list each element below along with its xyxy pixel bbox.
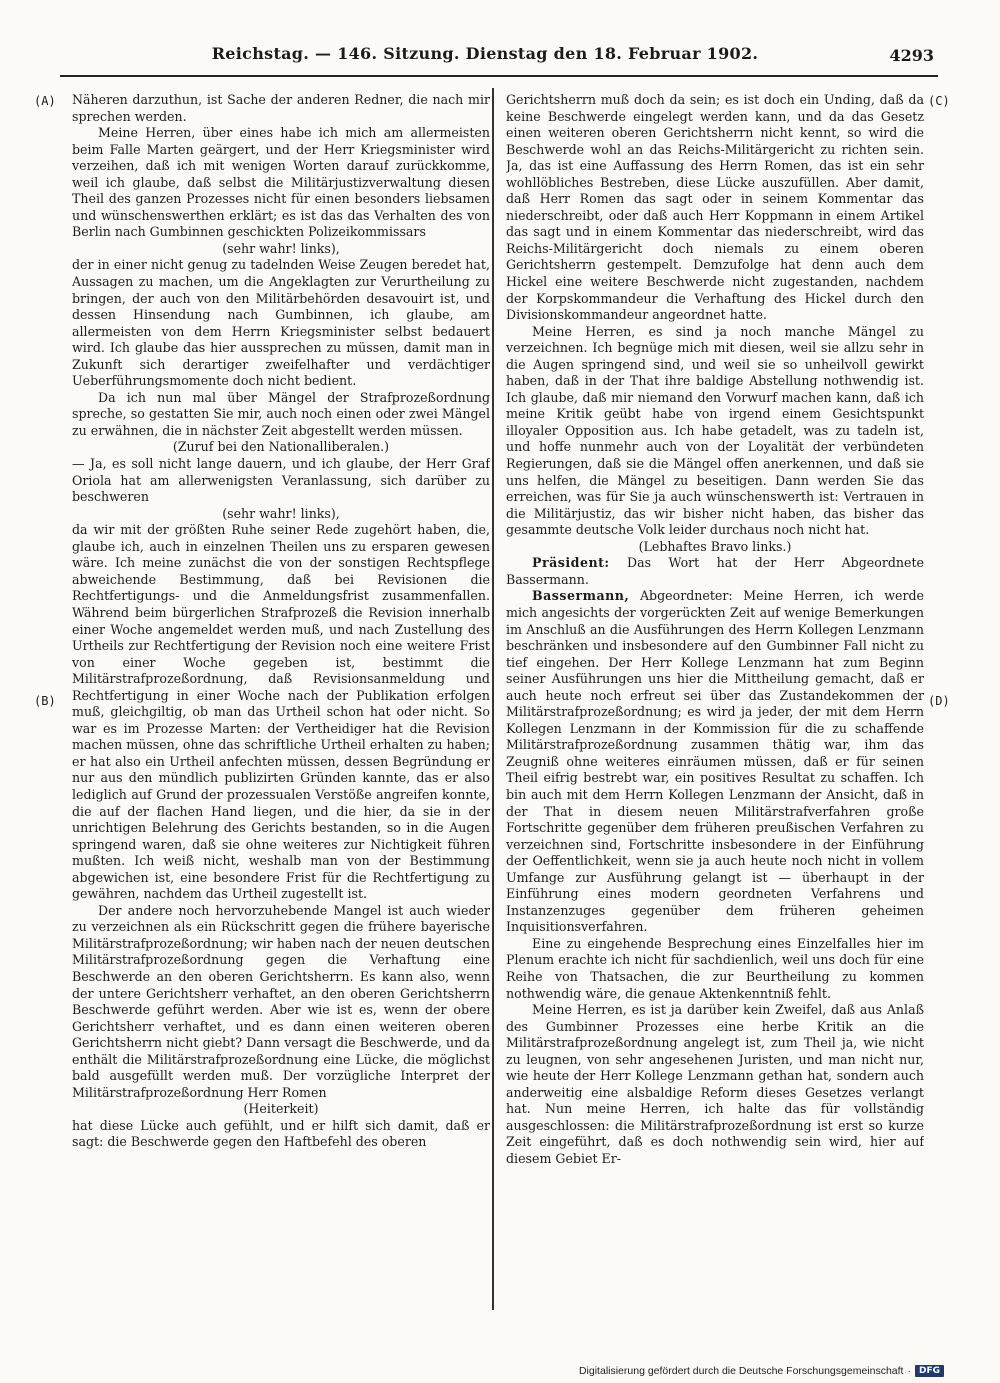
paragraph-continuation: der in einer nicht genug zu tadelnden Weise Zeugen beredet hat, Aussagen zu machen, um die Angeklagten zur Verurtheilung zu bringen, der auch von den Militärbehörden desavouirt ist, und dessen Hinsendung nach Gumbinnen, ich glaube, am allermeisten von dem Herrn Kriegsminister selbst bedauert wird. Ich glaube das hier aussprechen zu müssen, damit man in Zukunft sich derartiger zweifelhafter und verdächtiger Ueberführungsmomente doch nicht bedient. <box>72 257 490 389</box>
right-column <box>506 92 924 1307</box>
speech-text: Das Wort hat der Herr Abgeordnete Bassermann. <box>506 555 924 587</box>
paragraph-continuation: Näheren darzuthun, ist Sache der anderen Redner, die nach mir sprechen werden. <box>72 92 490 124</box>
header-rule <box>60 75 938 77</box>
footer <box>579 1365 944 1377</box>
speaker-name: Präsident: <box>532 555 610 571</box>
column-divider <box>492 88 494 1310</box>
margin-letter-a: (A) <box>34 94 56 108</box>
running-title: Reichstag. — 146. Sitzung. Dienstag den 18. Februar 1902. <box>211 44 759 63</box>
interjection: (Lebhaftes Bravo links.) <box>638 538 792 554</box>
speaker-paragraph <box>506 555 924 588</box>
left-column <box>72 92 490 1307</box>
interjection: (sehr wahr! links), <box>222 240 340 256</box>
dfg-logo-icon: DFG <box>915 1365 944 1377</box>
interjection: (sehr wahr! links), <box>222 505 340 521</box>
footer-separator: · <box>907 1365 911 1377</box>
margin-letter-d: (D) <box>928 694 950 708</box>
margin-letter-c: (C) <box>928 94 950 108</box>
interjection: (Zuruf bei den Nationalliberalen.) <box>172 439 390 455</box>
margin-letter-b: (B) <box>34 694 56 708</box>
speech-text: Abgeordneter: Meine Herren, ich werde mich angesichts der vorgerückten Zeit auf wenige Bemerkungen im Anschluß an die Ausführungen des Herrn Kollegen Lenzmann beschränken und insbesondere auf den Gumbinner Fall nicht zu tief eingehen. Der Herr Kollege Lenzmann hat zum Beginn seiner Ausführungen uns hier die Mittheilung gemacht, daß er auch heute noch erfreut sei über das Zustandekommen der Militärstrafprozeßordnung; es wird ja jeder, der mit dem Herrn Kollegen Lenzmann in der Kommission für die zu schaffende Militärstrafprozeßordnung zusammen thätig war, ihm das Zeugniß ohne weiteres einräumen müssen, daß er für seinen Theil eifrig bestrebt war, ein positives Resultat zu schaffen. Ich bin auch mit dem Herrn Kollegen Lenzmann der Ansicht, daß in der That in diesem neuen Militärstrafverfahren große Fortschritte gegenüber dem früheren preußischen Verfahren zu verzeichnen sind, Fortschritte insbesondere in der Einführung der Oeffentlichkeit, wenn sie ja auch heute noch nicht in vollem Umfange zur Ausführung gelangt ist — überhaupt in der Einführung eines modern geordneten Verfahrens und Instanzenzuges gegenüber dem früheren geheimen Inquisitionsverfahren. <box>506 588 924 935</box>
interjection: (Heiterkeit) <box>243 1101 319 1117</box>
paragraph-continuation: — Ja, es soll nicht lange dauern, und ich glaube, der Herr Graf Oriola hat am allerwenigsten Veranlassung, sich darüber zu beschweren <box>72 456 490 505</box>
paragraph-continuation: hat diese Lücke auch gefühlt, und er hilft sich damit, daß er sagt: die Beschwerde gegen den Haftbefehl des oberen <box>72 1117 490 1150</box>
paragraph: Meine Herren, es sind ja noch manche Mängel zu verzeichnen. Ich begnüge mich mit diesen, weil sie allzu sehr in die Augen springend sind, und weil sie so unheilvoll gewirkt haben, daß in der That ihre baldige Abstellung nothwendig ist. Ich glaube, daß mir niemand den Vorwurf machen kann, daß ich meine Kritik geübt habe von irgend einem Gesichtspunkt illoyaler Opposition aus. Ich habe getadelt, was zu tadeln ist, und hoffe nunmehr auch von der Loyalität der verbündeten Regierungen, daß sie die Mängel offen anerkennen, und daß sie uns helfen, die Mängel zu beseitigen. Dann werden Sie das erreichen, was für Sie ja auch wünschenswerth ist: Vertrauen in die Militärjustiz, das wir bisher nicht haben, das bisher das gesammte deutsche Volk leider durchaus noch nicht hat. <box>506 323 924 538</box>
footer-credit: Digitalisierung gefördert durch die Deutsche Forschungsgemeinschaft <box>578 1365 904 1377</box>
paragraph-continuation: da wir mit der größten Ruhe seiner Rede zugehört haben, die, glaube ich, auch in einzelnen Theilen uns zu ersparen gewesen wäre. Ich meine zunächst die von der sonstigen Rechtspflege abweichende Bestimmung, daß bei Revisionen die Rechtfertigungs- und die Anmeldungsfrist zusammenfallen. Während beim bürgerlichen Strafprozeß die Revision innerhalb einer Woche angemeldet werden muß, und nach Zustellung des Urtheils zur Rechtfertigung der Revision noch eine weitere Frist von einer Woche gegeben ist, bestimmt die Militärstrafprozeßordnung, daß Revisionsanmeldung und Rechtfertigung in einer Woche nach der Publikation erfolgen muß, gleichgiltig, ob man das Urtheil schon hat oder nicht. So war es im Prozesse Marten: der Vertheidiger hat die Revision machen müssen, ohne das schriftliche Urtheil erhalten zu haben; er hat also ein Urtheil anfechten müssen, dessen Begründung er nur aus den mündlich publizirten Gründen kannte, das er also lediglich auf Grund der prozessualen Verstöße angreifen konnte, die auf der flachen Hand liegen, und die hier, da sie in der unrichtigen Belehrung des Gerichts bestanden, so in die Augen springend waren, daß sie ohne weiteres zur Nichtigkeit führen mußten. Ich weiß nicht, weshalb man von der Bestimmung abgewichen ist, eine besondere Frist für die Rechtfertigung zu gewähren, nachdem das Urtheil zugestellt ist. <box>72 522 490 902</box>
paragraph: Eine zu eingehende Besprechung eines Einzelfalles hier im Plenum erachte ich nicht für sachdienlich, weil uns doch für eine Reihe von Thatsachen, die zur Beurtheilung zu kommen nothwendig wäre, die genaue Aktenkenntniß fehlt. <box>506 935 924 1001</box>
paragraph: Meine Herren, es ist ja darüber kein Zweifel, daß aus Anlaß des Gumbinner Prozesses eine herbe Kritik an die Militärstrafprozeßordnung angelegt ist, zum Theil ja, wie nicht zu leugnen, von sehr angesehenen Juristen, und man nicht nur, wie heute der Herr Kollege Lenzmann gethan hat, sondern auch anderweitig eine alsbaldige Reform dieses Gesetzes verlangt hat. Nun meine Herren, ich halte das für vollständig ausgeschlossen: die Militärstrafprozeßordnung ist erst so kurze Zeit eingeführt, daß es doch nothwendig sein wird, hier auf diesem Gebiet Er- <box>506 1002 924 1166</box>
speaker-name: Bassermann, <box>532 588 630 604</box>
paragraph: Meine Herren, über eines habe ich mich am allermeisten beim Falle Marten geärgert, und der Herr Kriegsminister wird verzeihen, daß ich mit wenigen Worten darauf zurückkomme, weil ich glaube, daß selbst die Militärjustizverwaltung diesen Theil des ganzen Prozesses nicht für einen besonders liebsamen und wünschenswerthen erklärt; es ist das das Verhalten des von Berlin nach Gumbinnen geschickten Polizeikommissars <box>72 125 490 240</box>
paragraph: Der andere noch hervorzuhebende Mangel ist auch wieder zu verzeichnen als ein Rückschritt gegen die frühere bayerische Militärstrafprozeßordnung; wir haben nach der neuen deutschen Militärstrafprozeßordnung gegen die Verhaftung eine Beschwerde an den oberen Gerichtsherrn. Es kann also, wenn der untere Gerichtsherr verhaftet, an den oberen Gerichtsherrn Beschwerde geführt werden. Aber wie ist es, wenn der obere Gerichtsherr verhaftet, und es dann einen weiteren oberen Gerichtsherrn nicht giebt? Dann versagt die Beschwerde, und da enthält die Militärstrafprozeßordnung eine Lücke, die möglichst bald ausgefüllt werden muß. Der vorzügliche Interpret der Militärstrafprozeßordnung Herr Romen <box>72 902 490 1100</box>
page-number: 4293 <box>889 46 934 65</box>
paragraph-continuation: Gerichtsherrn muß doch da sein; es ist doch ein Unding, daß da keine Beschwerde eingelegt werden kann, und da das Gesetz einen weiteren oberen Gerichtsherrn nicht kennt, so wird die Beschwerde wohl an das Reichs-Militärgericht zu richten sein. Ja, das ist eine Auffassung des Herrn Romen, das ist ein sehr wohllöbliches Bestreben, diese Lücke auszufüllen. Aber damit, daß Herr Romen das sagt oder in seinem Kommentar das niederschreibt, oder daß auch Herr Koppmann in einem Artikel das sagt und in einem Kommentar das niederschreibt, wird das Reichs-Militärgericht doch niemals zu einem oberen Gerichtsherrn gestempelt. Demzufolge hat denn auch dem Hickel eine weitere Beschwerde nicht zugestanden, nachdem der Korpskommandeur die Verhaftung des Hickel durch den Divisionskommandeur angeordnet hatte. <box>506 92 924 323</box>
paragraph: Da ich nun mal über Mängel der Strafprozeßordnung spreche, so gestatten Sie mir, auch noch einen oder zwei Mängel zu erwähnen, die in nächster Zeit abgestellt werden müssen. <box>72 389 490 438</box>
speaker-paragraph <box>506 588 924 935</box>
